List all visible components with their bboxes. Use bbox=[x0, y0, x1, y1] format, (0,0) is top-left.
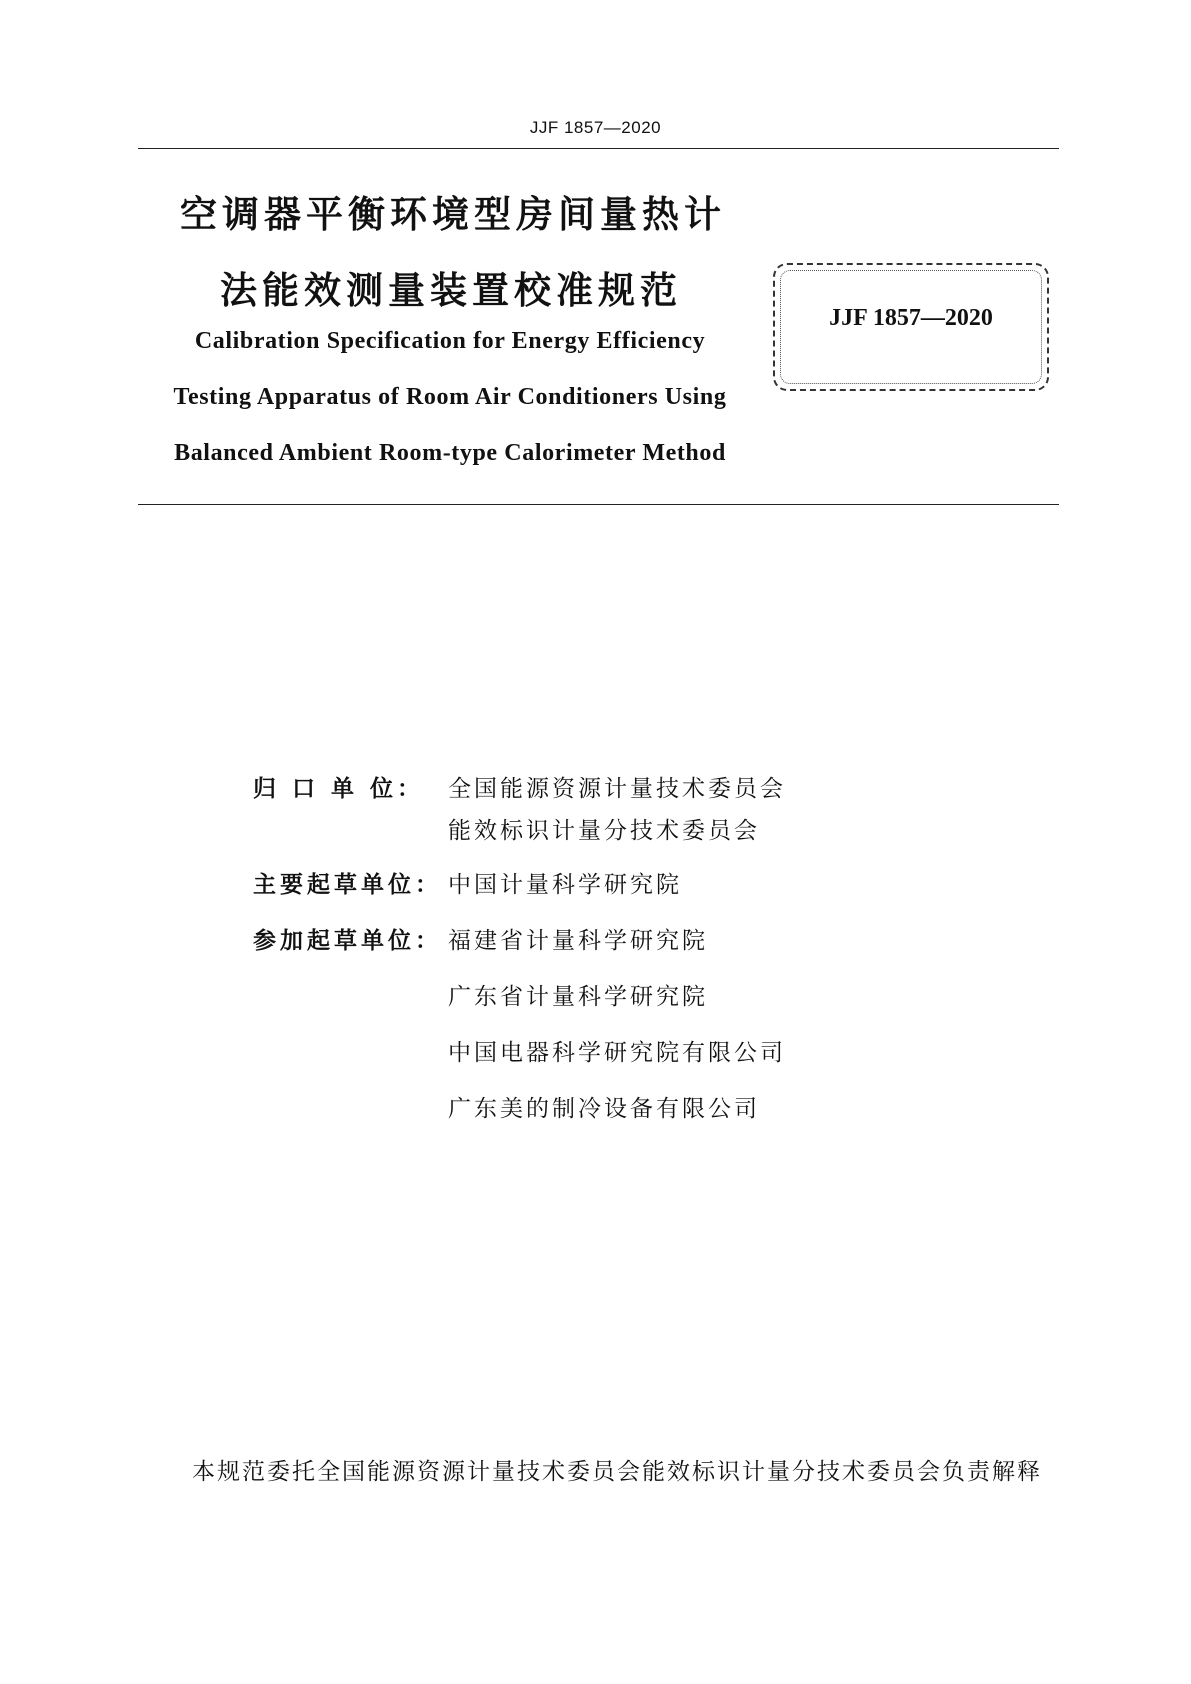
participating-unit-3: 中国电器科学研究院有限公司 bbox=[448, 1040, 786, 1066]
bottom-rule bbox=[138, 504, 1059, 505]
top-rule bbox=[138, 148, 1059, 149]
running-head: JJF 1857—2020 bbox=[529, 118, 662, 137]
english-title-line-2: Testing Apparatus of Room Air Conditioners Using bbox=[173, 384, 727, 410]
english-title-line-3: Balanced Ambient Room-type Calorimeter Method bbox=[174, 440, 726, 466]
main-drafting-unit-value: 中国计量科学研究院 bbox=[448, 872, 682, 898]
responsible-unit-label: 归 口 单 位： bbox=[253, 776, 425, 802]
chinese-title-line-2: 法能效测量装置校准规范 bbox=[220, 269, 682, 312]
standard-code: JJF 1857—2020 bbox=[829, 305, 993, 331]
standard-code-box bbox=[773, 263, 1049, 391]
participating-units-label: 参加起草单位： bbox=[253, 928, 442, 954]
english-title-line-1: Calibration Specification for Energy Efficiency bbox=[194, 328, 706, 354]
participating-unit-1: 福建省计量科学研究院 bbox=[448, 928, 708, 954]
main-drafting-unit-label: 主要起草单位： bbox=[253, 872, 442, 898]
interpretation-note: 本规范委托全国能源资源计量技术委员会能效标识计量分技术委员会负责解释 bbox=[192, 1459, 1042, 1485]
chinese-title-line-1: 空调器平衡环境型房间量热计 bbox=[180, 193, 726, 236]
participating-unit-2: 广东省计量科学研究院 bbox=[448, 984, 708, 1010]
responsible-unit-value-2: 能效标识计量分技术委员会 bbox=[448, 818, 760, 844]
responsible-unit-value-1: 全国能源资源计量技术委员会 bbox=[448, 776, 786, 802]
participating-unit-4: 广东美的制冷设备有限公司 bbox=[448, 1096, 760, 1122]
